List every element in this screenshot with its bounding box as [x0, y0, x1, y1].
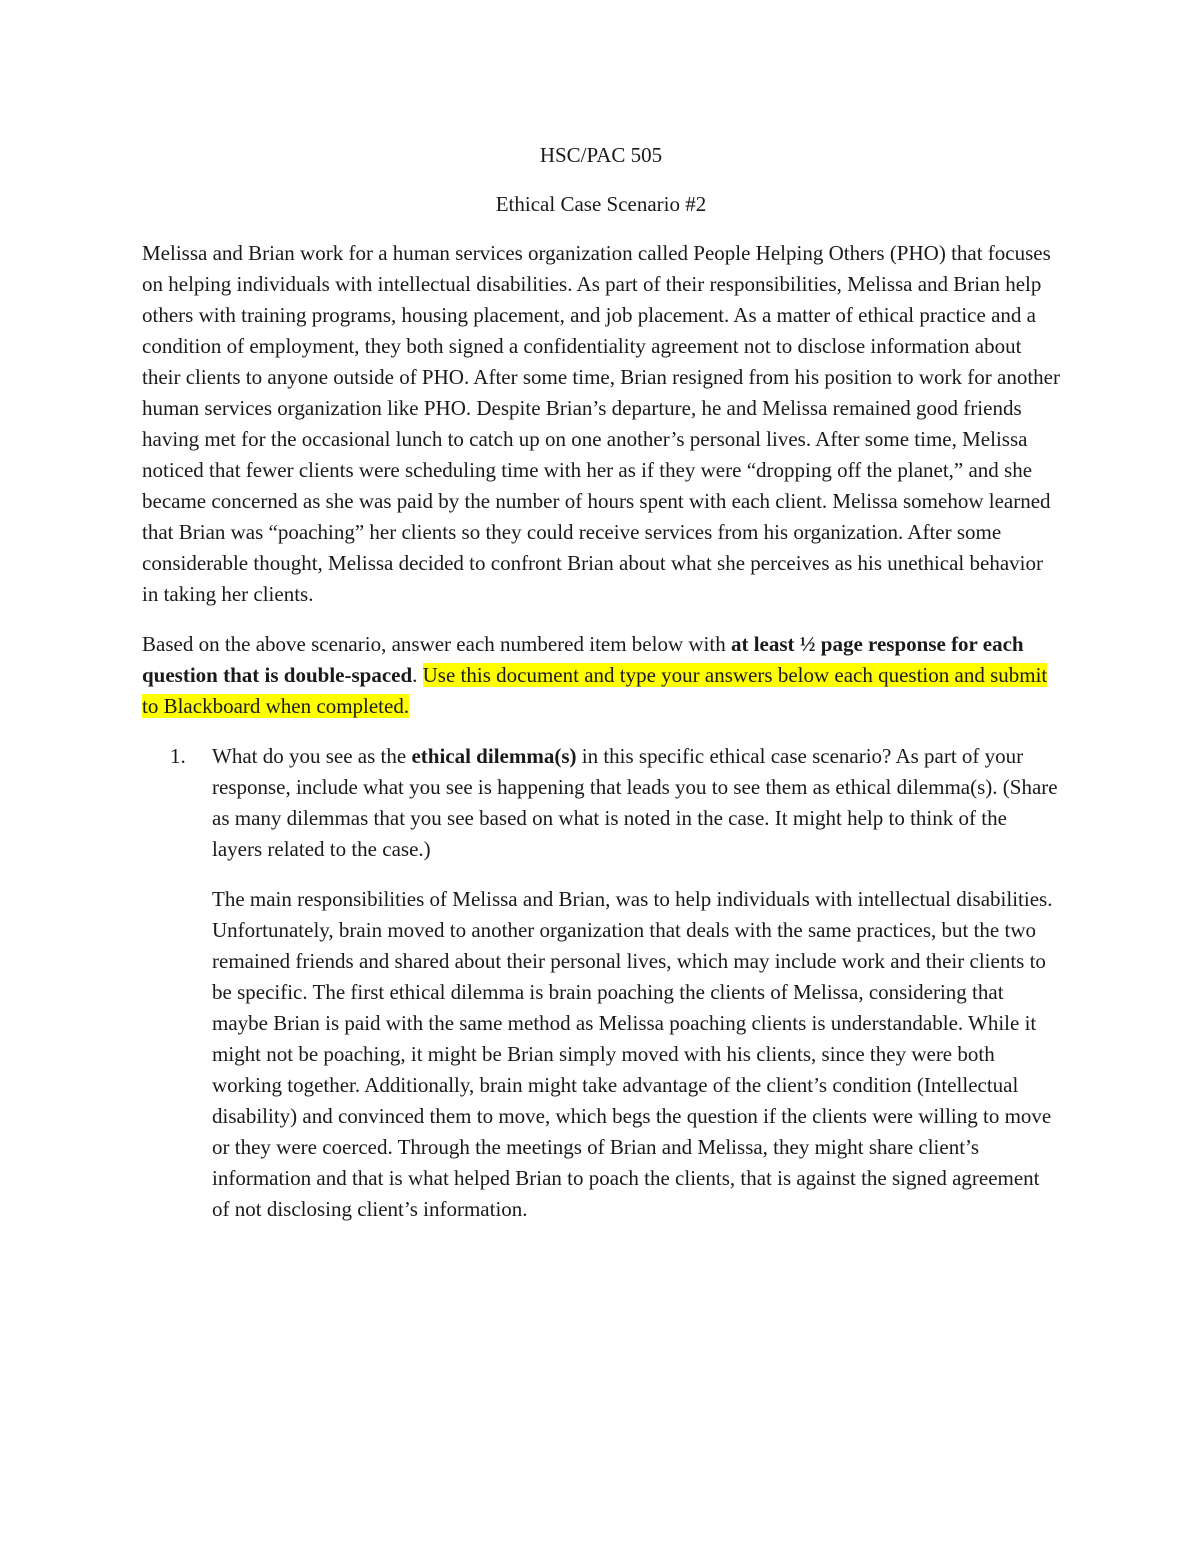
instructions-paragraph: [142, 629, 1060, 722]
scenario-paragraph: Melissa and Brian work for a human services organization called People Helping Others (PHO) that focuses on helping individuals with intellectual disabilities. As part of their responsibilities, Melissa and Brian help others with training programs, housing placement, and job placement. As a matter of ethical practice and a condition of employment, they both signed a confidentiality agreement not to disclose information about their clients to anyone outside of PHO. After some time, Brian resigned from his position to work for another human services organization like PHO. Despite Brian’s departure, he and Melissa remained good friends having met for the occasional lunch to catch up on one another’s personal lives. After some time, Melissa noticed that fewer clients were scheduling time with her as if they were “dropping off the planet,” and she became concerned as she was paid by the number of hours spent with each client. Melissa somehow learned that Brian was “poaching” her clients so they could receive services from his organization. After some considerable thought, Melissa decided to confront Brian about what she perceives as his unethical behavior in taking her clients.: [142, 241, 1060, 606]
question-number: 1.: [170, 744, 186, 768]
instructions-bold: at least ½ page response for each question that is double-spaced: [142, 632, 1024, 687]
document-title: Ethical Case Scenario #2: [495, 192, 707, 216]
question-text-before: What do you see as the: [212, 744, 412, 768]
course-code: HSC/PAC 505: [539, 143, 663, 167]
instructions-highlight: Use this document and type your answers below each question and submit to Blackboard when completed.: [142, 663, 1048, 718]
instructions-intro: Based on the above scenario, answer each numbered item below with: [142, 632, 731, 656]
document-page: [142, 140, 1060, 1225]
question-text-after: in this specific ethical case scenario? As part of your response, include what you see is happening that leads you to see them as ethical dilemma(s). (Share as many dilemmas that you see based on what is noted in the case. It might help to think of the layers related to the case.): [212, 744, 1058, 861]
answer-paragraph[interactable]: The main responsibilities of Melissa and Brian, was to help individuals with intellectual disabilities. Unfortunately, brain moved to another organization that deals with the same practices, but the two remained friends and shared about their personal lives, which may include work and their clients to be specific. The first ethical dilemma is brain poaching the clients of Melissa, considering that maybe Brian is paid with the same method as Melissa poaching clients is understandable. While it might not be poaching, it might be Brian simply moved with his clients, since they were both working together. Additionally, brain might take advantage of the client’s condition (Intellectual disability) and convinced them to move, which begs the question if the clients were willing to move or they were coerced. Through the meetings of Brian and Melissa, they might share client’s information and that is what helped Brian to poach the clients, that is against the signed agreement of not disclosing client’s information.: [212, 887, 1053, 1221]
question-text-bold: ethical dilemma(s): [411, 744, 577, 768]
question-item: [142, 741, 1060, 865]
question-list: [142, 741, 1060, 865]
instructions-period: .: [412, 663, 423, 687]
